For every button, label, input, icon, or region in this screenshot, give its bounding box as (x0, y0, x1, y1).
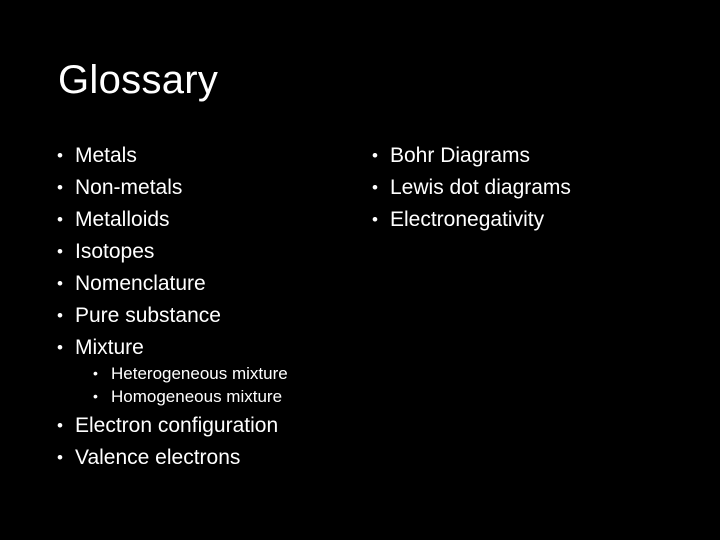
list-item (57, 332, 221, 364)
list-item-label: Mixture (75, 336, 144, 359)
mixture-sub-list (93, 362, 288, 408)
list-item-label: Bohr Diagrams (390, 144, 531, 167)
list-item-label: Valence electrons (75, 446, 241, 469)
list-item (57, 410, 278, 442)
list-item (57, 442, 278, 474)
bullet-icon: • (93, 365, 98, 381)
sub-list-item-label: Homogeneous mixture (111, 387, 283, 406)
left-bullet-list-continued (57, 410, 278, 474)
bullet-icon: • (57, 178, 63, 197)
list-item-label: Nomenclature (75, 272, 206, 295)
bullet-icon: • (372, 146, 378, 165)
right-bullet-list (372, 140, 571, 236)
list-item (57, 140, 221, 172)
list-item-label: Metals (75, 144, 137, 167)
list-item (57, 236, 221, 268)
list-item-label: Electronegativity (390, 208, 545, 231)
bullet-icon: • (372, 210, 378, 229)
bullet-icon: • (57, 274, 63, 293)
bullet-icon: • (93, 388, 98, 404)
bullet-icon: • (372, 178, 378, 197)
list-item-label: Metalloids (75, 208, 170, 231)
bullet-icon: • (57, 146, 63, 165)
slide-title: Glossary (58, 58, 219, 102)
list-item-label: Non-metals (75, 176, 183, 199)
sub-list-item (93, 362, 288, 385)
left-bullet-list (57, 140, 221, 364)
list-item-label: Electron configuration (75, 414, 279, 437)
list-item-label: Pure substance (75, 304, 221, 327)
list-item-label: Isotopes (75, 240, 155, 263)
list-item (372, 140, 571, 172)
list-item (372, 204, 571, 236)
list-item (372, 172, 571, 204)
bullet-icon: • (57, 338, 63, 357)
bullet-icon: • (57, 306, 63, 325)
list-item (57, 204, 221, 236)
bullet-icon: • (57, 210, 63, 229)
list-item (57, 172, 221, 204)
list-item (57, 268, 221, 300)
bullet-icon: • (57, 448, 63, 467)
sub-list-item-label: Heterogeneous mixture (111, 364, 288, 383)
list-item-label: Lewis dot diagrams (390, 176, 571, 199)
bullet-icon: • (57, 242, 63, 261)
list-item (57, 300, 221, 332)
bullet-icon: • (57, 416, 63, 435)
sub-list-item (93, 385, 288, 408)
